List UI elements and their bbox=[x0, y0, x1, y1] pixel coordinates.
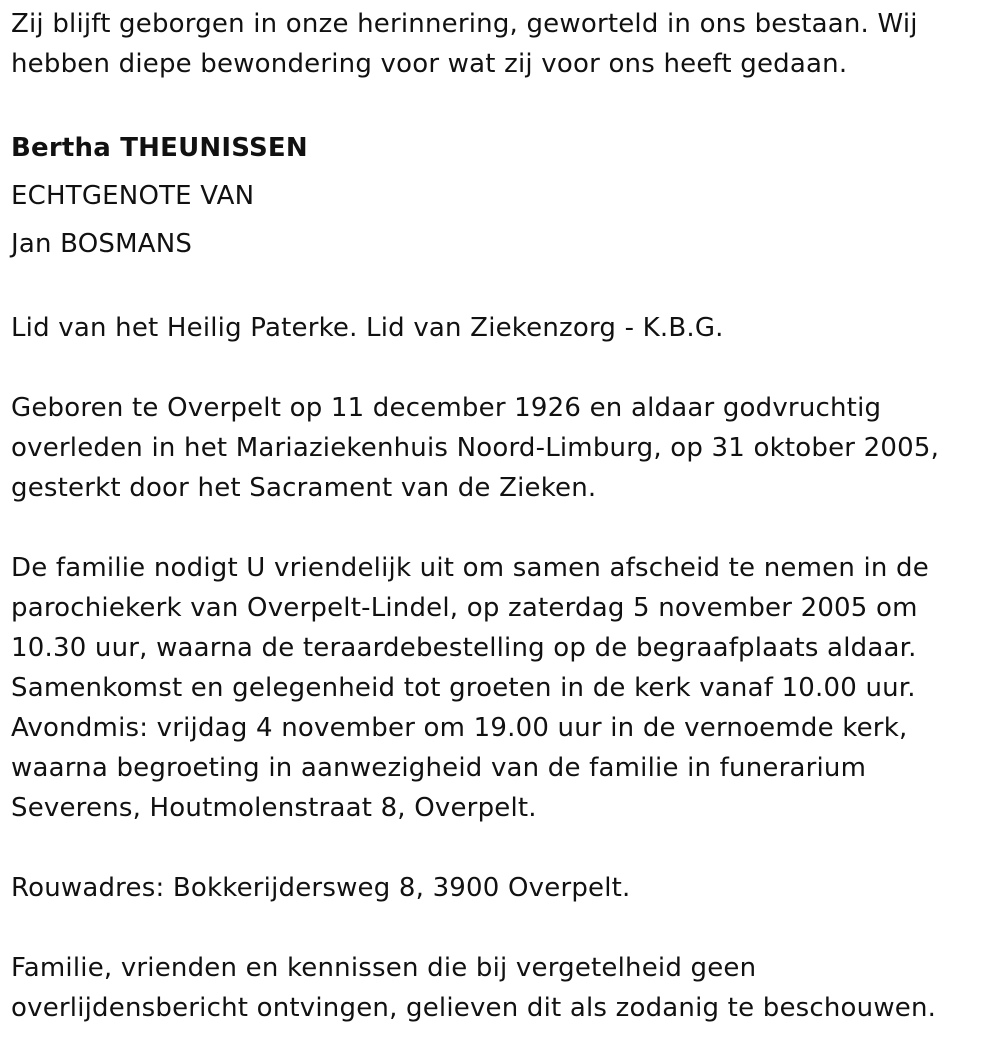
obituary-document bbox=[11, 4, 991, 1028]
paragraph-spacer bbox=[11, 84, 991, 124]
funeral-line: Samenkomst en gelegenheid tot groeten in de kerk vanaf 10.00 uur. bbox=[11, 673, 916, 703]
funeral-line: 10.30 uur, waarna de teraardebestelling op de begraafplaats aldaar. bbox=[11, 633, 917, 663]
relation-label: ECHTGENOTE VAN bbox=[11, 181, 255, 211]
funeral-line: waarna begroeting in aanwezigheid van de familie in funerarium bbox=[11, 753, 867, 783]
closing-line: overlijdensbericht ontvingen, gelieven dit als zodanig te beschouwen. bbox=[11, 993, 937, 1023]
address-paragraph bbox=[11, 868, 991, 908]
birth-death-line: Geboren te Overpelt op 11 december 1926 en aldaar godvruchtig bbox=[11, 393, 882, 423]
funeral-paragraph bbox=[11, 548, 991, 828]
closing-paragraph bbox=[11, 948, 991, 1028]
funeral-line: De familie nodigt U vriendelijk uit om samen afscheid te nemen in de bbox=[11, 553, 929, 583]
paragraph-spacer bbox=[11, 348, 991, 388]
paragraph-spacer bbox=[11, 828, 991, 868]
paragraph-spacer bbox=[11, 508, 991, 548]
deceased-block bbox=[11, 124, 991, 268]
funeral-line: Severens, Houtmolenstraat 8, Overpelt. bbox=[11, 793, 537, 823]
intro-line: hebben diepe bewondering voor wat zij voor ons heeft gedaan. bbox=[11, 49, 848, 79]
intro-line: Zij blijft geborgen in onze herinnering, geworteld in ons bestaan. Wij bbox=[11, 9, 918, 39]
mourning-address: Rouwadres: Bokkerijdersweg 8, 3900 Overpelt. bbox=[11, 873, 631, 903]
intro-paragraph bbox=[11, 4, 991, 84]
paragraph-spacer bbox=[11, 268, 991, 308]
closing-line: Familie, vrienden en kennissen die bij vergetelheid geen bbox=[11, 953, 757, 983]
paragraph-spacer bbox=[11, 908, 991, 948]
funeral-line: parochiekerk van Overpelt-Lindel, op zaterdag 5 november 2005 om bbox=[11, 593, 918, 623]
membership-paragraph bbox=[11, 308, 991, 348]
spouse-name: Jan BOSMANS bbox=[11, 229, 193, 259]
birth-death-paragraph bbox=[11, 388, 991, 508]
deceased-name: Bertha THEUNISSEN bbox=[11, 133, 308, 163]
membership-line: Lid van het Heilig Paterke. Lid van Ziekenzorg - K.B.G. bbox=[11, 313, 724, 343]
birth-death-line: gesterkt door het Sacrament van de Zieken. bbox=[11, 473, 597, 503]
birth-death-line: overleden in het Mariaziekenhuis Noord-Limburg, op 31 oktober 2005, bbox=[11, 433, 940, 463]
funeral-line: Avondmis: vrijdag 4 november om 19.00 uur in de vernoemde kerk, bbox=[11, 713, 908, 743]
